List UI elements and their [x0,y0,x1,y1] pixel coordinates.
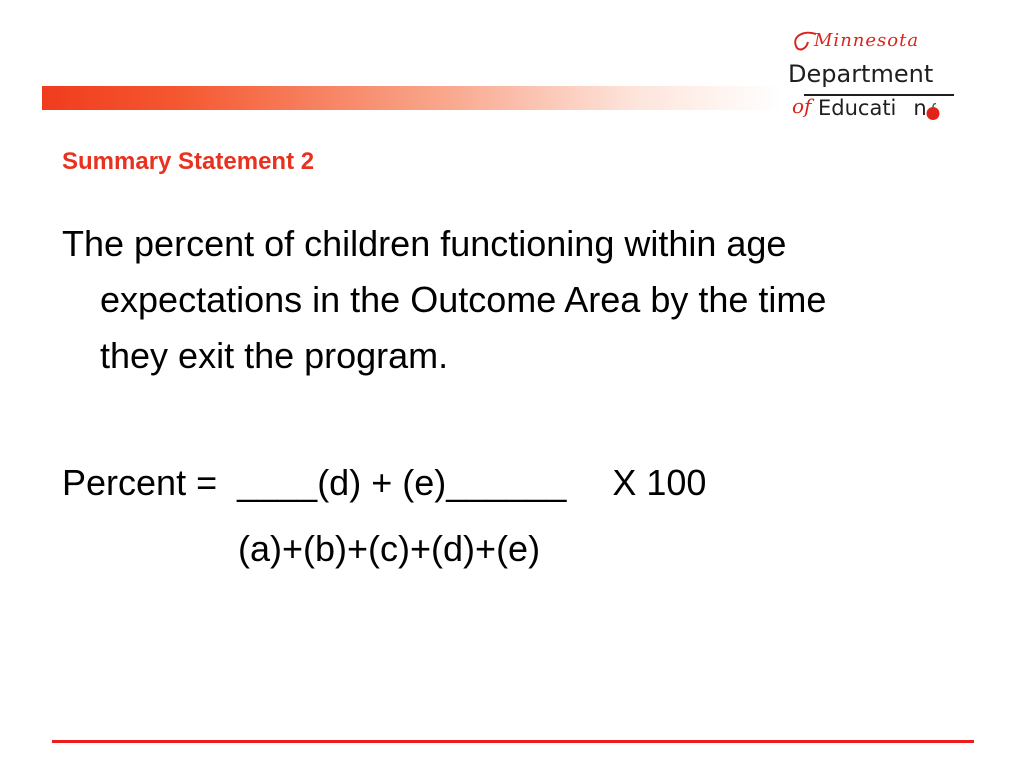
logo-education-main: Educati [818,96,897,120]
header-gradient-bar [42,86,782,110]
formula-line [62,455,706,511]
logo-script-text: Minnesota [814,30,920,51]
formula-multiplier: X 100 [612,462,707,503]
formula-numerator: ____(d) + (e)______ [237,462,567,503]
apple-icon [925,103,941,121]
definition-block [62,216,902,384]
logo-education-suffix: n [913,96,927,120]
footer-rule [52,740,974,743]
mn-department-of-education-logo [786,28,966,128]
formula-label: Percent = [62,462,218,503]
logo-education-text [818,96,927,120]
formula-denominator: (a)+(b)+(c)+(d)+(e) [238,528,541,569]
logo-department-text: Department [788,60,934,88]
logo-of-text: of [792,94,812,118]
definition-text: The percent of children functioning within age expectations in the Outcome Area by the time they exit the program. [62,223,827,376]
slide-title: Summary Statement 2 [62,148,315,175]
